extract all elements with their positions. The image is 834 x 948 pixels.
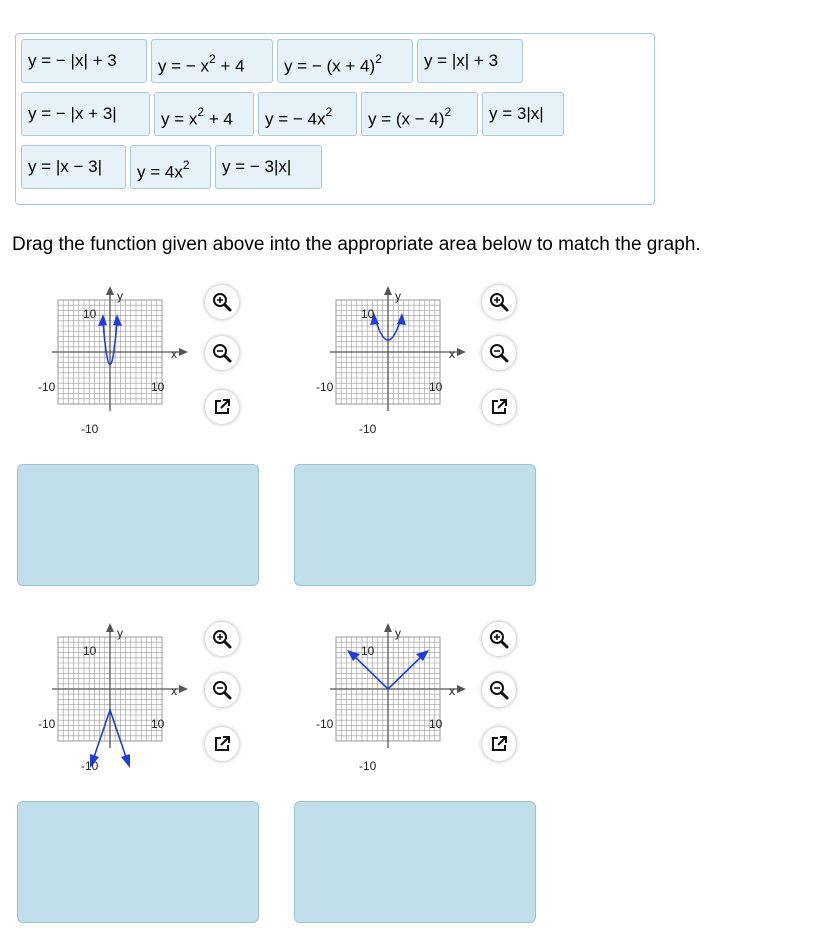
graph-1 <box>30 285 190 440</box>
zoom-in-icon <box>211 628 233 650</box>
tile-neg-x-squared-plus-4[interactable]: y = − $x^2 + 4$ <box>151 39 273 83</box>
tick-x-max: 10 <box>429 380 443 394</box>
y-label: y <box>395 289 401 303</box>
x-label: x <box>449 347 455 361</box>
drop-zone-graph-4[interactable] <box>294 801 536 923</box>
arrow-right <box>121 754 130 768</box>
tile-neg-4x-squared[interactable]: y = − $4x^2$ <box>258 92 357 136</box>
tick-x-max: 10 <box>151 717 165 731</box>
zoom-out-button-graph-2[interactable] <box>482 336 516 370</box>
zoom-in-button-graph-2[interactable] <box>482 285 516 319</box>
zoom-out-button-graph-3[interactable] <box>205 673 239 707</box>
tile-4x-squared[interactable]: $y = 4x^2$ <box>130 145 211 189</box>
tile-neg-3-abs-x[interactable]: y = − 3|x| <box>215 145 322 189</box>
tile-abs-x-minus-3[interactable]: y = |x − 3| <box>21 145 126 189</box>
zoom-out-icon <box>488 679 510 701</box>
x-label: x <box>171 684 177 698</box>
open-new-window-button-graph-1[interactable] <box>205 390 239 424</box>
y-label: y <box>117 626 123 640</box>
tick-x-min: -10 <box>316 380 334 394</box>
tick-y-max: 10 <box>83 644 97 658</box>
tick-y-min: -10 <box>81 422 99 436</box>
tile-neg-abs-x-plus-3[interactable]: y = − |x| + 3 <box>21 39 147 83</box>
open-new-window-icon <box>212 734 232 754</box>
answer-bank <box>15 33 655 205</box>
graph-2 <box>308 285 468 440</box>
drop-zone-graph-2[interactable] <box>294 464 536 586</box>
open-new-window-button-graph-4[interactable] <box>482 727 516 761</box>
tick-x-min: -10 <box>38 380 56 394</box>
tile-x-minus-4-squared[interactable]: $y = (x - 4)^2$ <box>361 92 478 136</box>
grid <box>330 623 466 748</box>
zoom-out-icon <box>211 679 233 701</box>
zoom-out-icon <box>211 342 233 364</box>
tick-x-max: 10 <box>151 380 165 394</box>
drop-zone-graph-1[interactable] <box>17 464 259 586</box>
open-new-window-button-graph-3[interactable] <box>205 727 239 761</box>
zoom-out-icon <box>488 342 510 364</box>
open-new-window-icon <box>489 734 509 754</box>
drop-zone-graph-3[interactable] <box>17 801 259 923</box>
tick-y-max: 10 <box>83 307 97 321</box>
graph-3 <box>30 622 190 777</box>
graph-4 <box>308 622 468 777</box>
zoom-in-icon <box>488 628 510 650</box>
zoom-in-button-graph-4[interactable] <box>482 622 516 656</box>
tile-x-squared-plus-4[interactable]: $y = x^2 + 4$ <box>154 92 254 136</box>
tick-y-max: 10 <box>361 307 375 321</box>
tick-y-min: -10 <box>359 759 377 773</box>
tick-y-min: -10 <box>359 422 377 436</box>
grid <box>330 286 466 411</box>
tile-3-abs-x[interactable]: y = 3|x| <box>482 92 564 136</box>
tile-neg-abs-x-plus-3-inside[interactable]: y = − |x + 3| <box>21 92 150 136</box>
open-new-window-icon <box>489 397 509 417</box>
tile-neg-x-plus-4-squared[interactable]: y = − $(x + 4)^2$ <box>277 39 413 83</box>
x-label: x <box>171 347 177 361</box>
y-label: y <box>395 626 401 640</box>
grid <box>52 623 188 748</box>
open-new-window-icon <box>212 397 232 417</box>
x-label: x <box>449 684 455 698</box>
zoom-out-button-graph-4[interactable] <box>482 673 516 707</box>
zoom-in-button-graph-1[interactable] <box>205 285 239 319</box>
zoom-out-button-graph-1[interactable] <box>205 336 239 370</box>
tick-y-max: 10 <box>361 644 375 658</box>
tick-y-min: -10 <box>81 759 99 773</box>
tick-x-min: -10 <box>38 717 56 731</box>
open-new-window-button-graph-2[interactable] <box>482 390 516 424</box>
zoom-in-icon <box>211 291 233 313</box>
zoom-in-button-graph-3[interactable] <box>205 622 239 656</box>
tile-abs-x-plus-3[interactable]: y = |x| + 3 <box>417 39 523 83</box>
tick-x-min: -10 <box>316 717 334 731</box>
y-label: y <box>117 289 123 303</box>
grid <box>52 286 188 411</box>
instructions: Drag the function given above into the appropriate area below to match the graph. <box>12 234 701 255</box>
zoom-in-icon <box>488 291 510 313</box>
tick-x-max: 10 <box>429 717 443 731</box>
